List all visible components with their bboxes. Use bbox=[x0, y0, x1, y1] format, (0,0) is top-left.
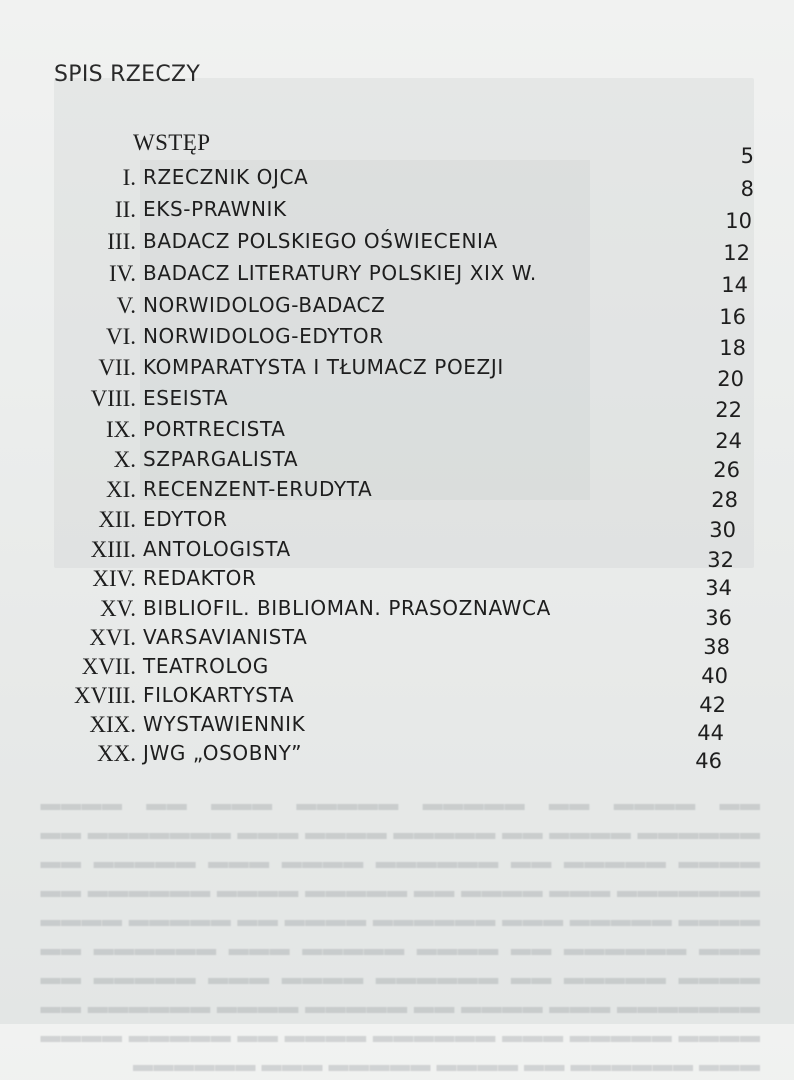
chapter-title: FILOKARTYSTA bbox=[143, 683, 295, 707]
chapter-title: REDAKTOR bbox=[143, 566, 257, 590]
toc-entry bbox=[0, 683, 794, 717]
page-number: 26 bbox=[713, 458, 740, 482]
chapter-number: XIX. bbox=[89, 712, 136, 737]
page-number: 40 bbox=[701, 664, 728, 688]
chapter-title: RZECZNIK OJCA bbox=[143, 165, 309, 189]
chapter-number: XIII. bbox=[90, 537, 136, 562]
toc-entry bbox=[0, 741, 794, 773]
toc-entry bbox=[0, 566, 794, 600]
chapter-title: BADACZ POLSKIEGO OŚWIECENIA bbox=[143, 229, 498, 253]
chapter-number: IV. bbox=[108, 261, 136, 286]
chapter-number: X. bbox=[113, 447, 136, 472]
chapter-number: XVII. bbox=[81, 654, 136, 679]
page-number: 38 bbox=[703, 635, 730, 659]
page-number: 12 bbox=[723, 241, 750, 265]
chapter-number: XV. bbox=[99, 596, 136, 621]
chapter-title: BIBLIOFIL. BIBLIOMAN. PRASOZNAWCA bbox=[143, 596, 551, 620]
page-number: 10 bbox=[725, 209, 752, 233]
toc-entry bbox=[0, 165, 794, 201]
page-number: 8 bbox=[740, 177, 754, 201]
page-number: 30 bbox=[709, 518, 736, 542]
chapter-title: NORWIDOLOG-BADACZ bbox=[143, 293, 386, 317]
chapter-number: V. bbox=[116, 293, 136, 318]
chapter-title: SZPARGALISTA bbox=[143, 447, 299, 471]
page-number: 36 bbox=[705, 606, 732, 630]
toc-entry bbox=[0, 229, 794, 265]
page-number: 20 bbox=[717, 367, 744, 391]
chapter-number: XVIII. bbox=[74, 683, 136, 708]
toc-entry bbox=[0, 261, 794, 297]
toc-entry bbox=[0, 197, 794, 233]
chapter-number: I. bbox=[122, 165, 136, 190]
toc-entry bbox=[0, 130, 794, 168]
toc-entry bbox=[0, 447, 794, 482]
toc-entry bbox=[0, 596, 794, 630]
toc-entry bbox=[0, 477, 794, 512]
page-number: 16 bbox=[719, 305, 746, 329]
toc-entry bbox=[0, 417, 794, 453]
page-number: 34 bbox=[705, 576, 732, 600]
page-number: 42 bbox=[699, 693, 726, 717]
chapter-title: RECENZENT-ERUDYTA bbox=[143, 477, 373, 501]
chapter-number: XII. bbox=[98, 507, 136, 532]
chapter-title: EKS-PRAWNIK bbox=[143, 197, 287, 221]
chapter-title: KOMPARATYSTA I TŁUMACZ POEZJI bbox=[143, 355, 504, 379]
toc-entry bbox=[0, 712, 794, 745]
page-title: SPIS RZECZY bbox=[54, 62, 201, 87]
toc-entry bbox=[0, 537, 794, 572]
page-number: 5 bbox=[740, 144, 754, 168]
toc-entry bbox=[0, 625, 794, 659]
chapter-number: XI. bbox=[105, 477, 136, 502]
toc-entry bbox=[0, 654, 794, 688]
page-number: 28 bbox=[711, 488, 738, 512]
chapter-number: VII. bbox=[98, 355, 136, 380]
chapter-title: JWG „OSOBNY” bbox=[143, 741, 303, 765]
toc-entry bbox=[0, 355, 794, 391]
chapter-title: WSTĘP bbox=[133, 130, 211, 155]
chapter-number: XIV. bbox=[92, 566, 136, 591]
chapter-number: XVI. bbox=[89, 625, 136, 650]
toc-entry bbox=[0, 293, 794, 329]
chapter-number: VIII. bbox=[90, 386, 136, 411]
chapter-number: IX. bbox=[105, 417, 136, 442]
page-number: 44 bbox=[697, 721, 724, 745]
page-number: 46 bbox=[695, 749, 722, 773]
chapter-number: II. bbox=[114, 197, 136, 222]
page-number: 24 bbox=[715, 429, 742, 453]
chapter-title: ESEISTA bbox=[143, 386, 229, 410]
chapter-title: WYSTAWIENNIK bbox=[143, 712, 306, 736]
chapter-title: BADACZ LITERATURY POLSKIEJ XIX W. bbox=[143, 261, 537, 285]
show-through-text: ▬▬ ▬▬▬▬ ▬▬ ▬▬▬▬▬ ▬▬▬▬▬ ▬▬▬ ▬▬ ▬▬▬▬ ▬▬▬▬▬▬ ▬▬▬▬ ▬▬ ▬▬▬▬▬ ▬▬▬▬ ▬▬▬ ▬▬▬▬▬▬▬ ▬▬ ▬▬▬▬ ▬▬▬▬▬ ▬▬ ▬▬▬▬▬▬ ▬▬▬▬ ▬▬▬ ▬▬▬▬▬ ▬▬ ▬▬▬▬▬▬▬ ▬▬▬ ▬▬▬▬ ▬▬ ▬▬▬▬▬ ▬▬▬▬ ▬▬▬▬▬▬ ▬▬ ▬▬▬▬ ▬▬▬▬▬ ▬▬▬ ▬▬▬▬▬▬ ▬▬▬▬ ▬▬ ▬▬▬▬▬ ▬▬▬▬ ▬▬▬ ▬▬▬▬▬▬ ▬▬ ▬▬▬▬ ▬▬▬▬▬ ▬▬▬ ▬▬▬▬▬▬ ▬▬ ▬▬▬▬ ▬▬▬▬▬ ▬▬ ▬▬▬▬▬▬ ▬▬▬▬ ▬▬▬ ▬▬▬▬▬ ▬▬ ▬▬▬▬▬▬▬ ▬▬▬ ▬▬▬▬ ▬▬ ▬▬▬▬▬ ▬▬▬▬ ▬▬▬▬▬▬ ▬▬ ▬▬▬▬ ▬▬▬▬▬ ▬▬▬ ▬▬▬▬▬▬ ▬▬▬▬ ▬▬ ▬▬▬▬▬ ▬▬▬▬ ▬▬▬ ▬▬▬▬▬▬ ▬▬ ▬▬▬▬ ▬▬▬▬▬ ▬▬▬ ▬▬▬▬▬▬ bbox=[40, 793, 760, 1076]
chapter-title: TEATROLOG bbox=[143, 654, 269, 678]
chapter-number: III. bbox=[107, 229, 136, 254]
toc-entry bbox=[0, 507, 794, 542]
chapter-number: VI. bbox=[105, 324, 136, 349]
toc-entry bbox=[0, 386, 794, 422]
page-number: 14 bbox=[721, 273, 748, 297]
chapter-number: XX. bbox=[97, 741, 136, 766]
chapter-title: PORTRECISTA bbox=[143, 417, 286, 441]
chapter-title: NORWIDOLOG-EDYTOR bbox=[143, 324, 384, 348]
page-number: 32 bbox=[707, 548, 734, 572]
chapter-title: EDYTOR bbox=[143, 507, 228, 531]
chapter-title: VARSAVIANISTA bbox=[143, 625, 308, 649]
page-number: 18 bbox=[719, 336, 746, 360]
toc-entry bbox=[0, 324, 794, 360]
page-number: 22 bbox=[715, 398, 742, 422]
chapter-title: ANTOLOGISTA bbox=[143, 537, 291, 561]
